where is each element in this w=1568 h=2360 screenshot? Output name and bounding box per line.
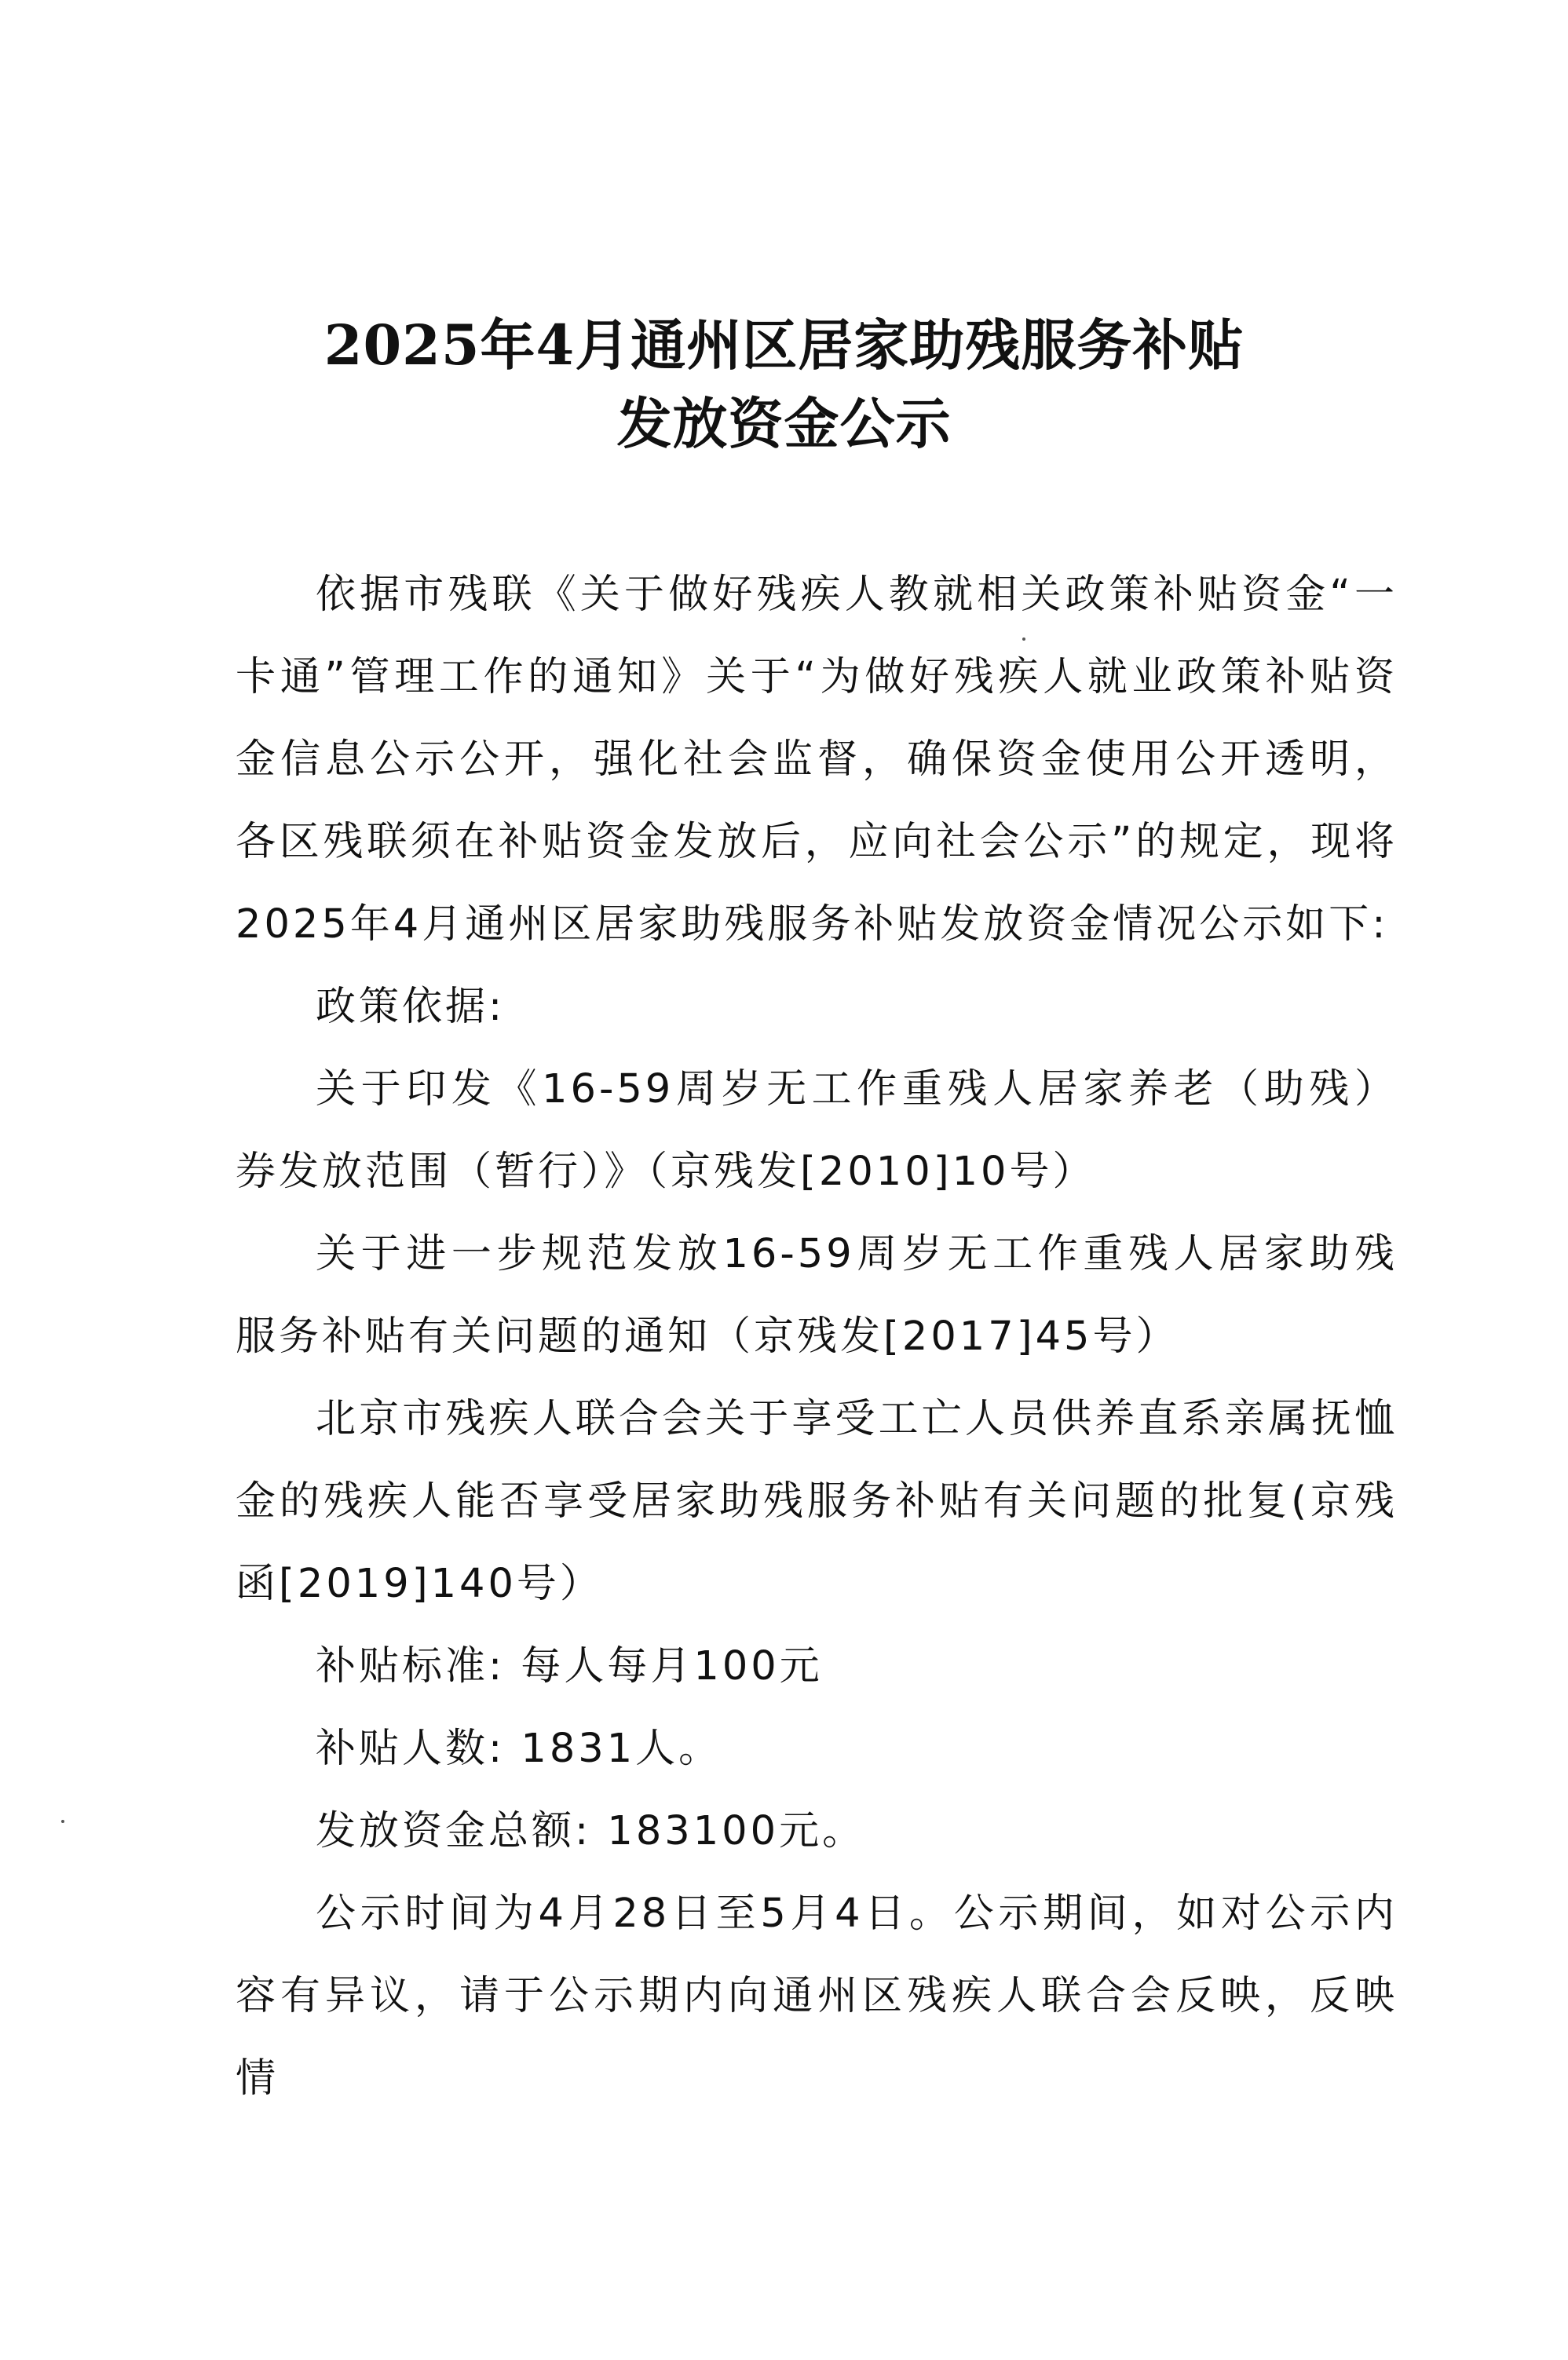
total-amount: 发放资金总额: 183100元。 [316, 1808, 866, 1854]
publicity-period-paragraph: 公示时间为4月28日至5月4日。公示期间，如对公示内容有异议，请于公示期内向通州区残疾人联合会反映，反映情 [236, 1891, 1398, 2102]
document-body [236, 553, 1398, 2120]
policy-item-3: 北京市残疾人联合会关于享受工亡人员供养直系亲属抚恤金的残疾人能否享受居家助残服务补贴有关问题的批复(京残函[2019]140号） [236, 1396, 1398, 1607]
policy-basis-heading: 政策依据: [316, 984, 506, 1030]
subsidy-standard: 补贴标准: 每人每月100元 [316, 1643, 823, 1690]
subsidy-count: 补贴人数: 1831人。 [316, 1726, 722, 1772]
document-title-line-1: 2025年4月通州区居家助残服务补贴 [323, 312, 1245, 378]
intro-paragraph: 依据市残联《关于做好残疾人教就相关政策补贴资金“一卡通”管理工作的通知》关于“为做好残疾人就业政策补贴资金信息公示公开，强化社会监督，确保资金使用公开透明，各区残联须在补贴资金发放后，应向社会公示”的规定，现将2025年4月通州区居家助残服务补贴发放资金情况公示如下: [236, 572, 1398, 948]
policy-item-2: 关于进一步规范发放16-59周岁无工作重残人居家助残服务补贴有关问题的通知（京残发[2017]45号） [236, 1231, 1398, 1360]
document-title-line-2: 发放资金公示 [616, 391, 952, 456]
scan-speck [1022, 637, 1025, 641]
scan-speck [61, 1820, 64, 1823]
policy-item-1: 关于印发《16-59周岁无工作重残人居家养老（助残）券发放范围（暂行）》（京残发[2010]10号） [236, 1066, 1398, 1195]
